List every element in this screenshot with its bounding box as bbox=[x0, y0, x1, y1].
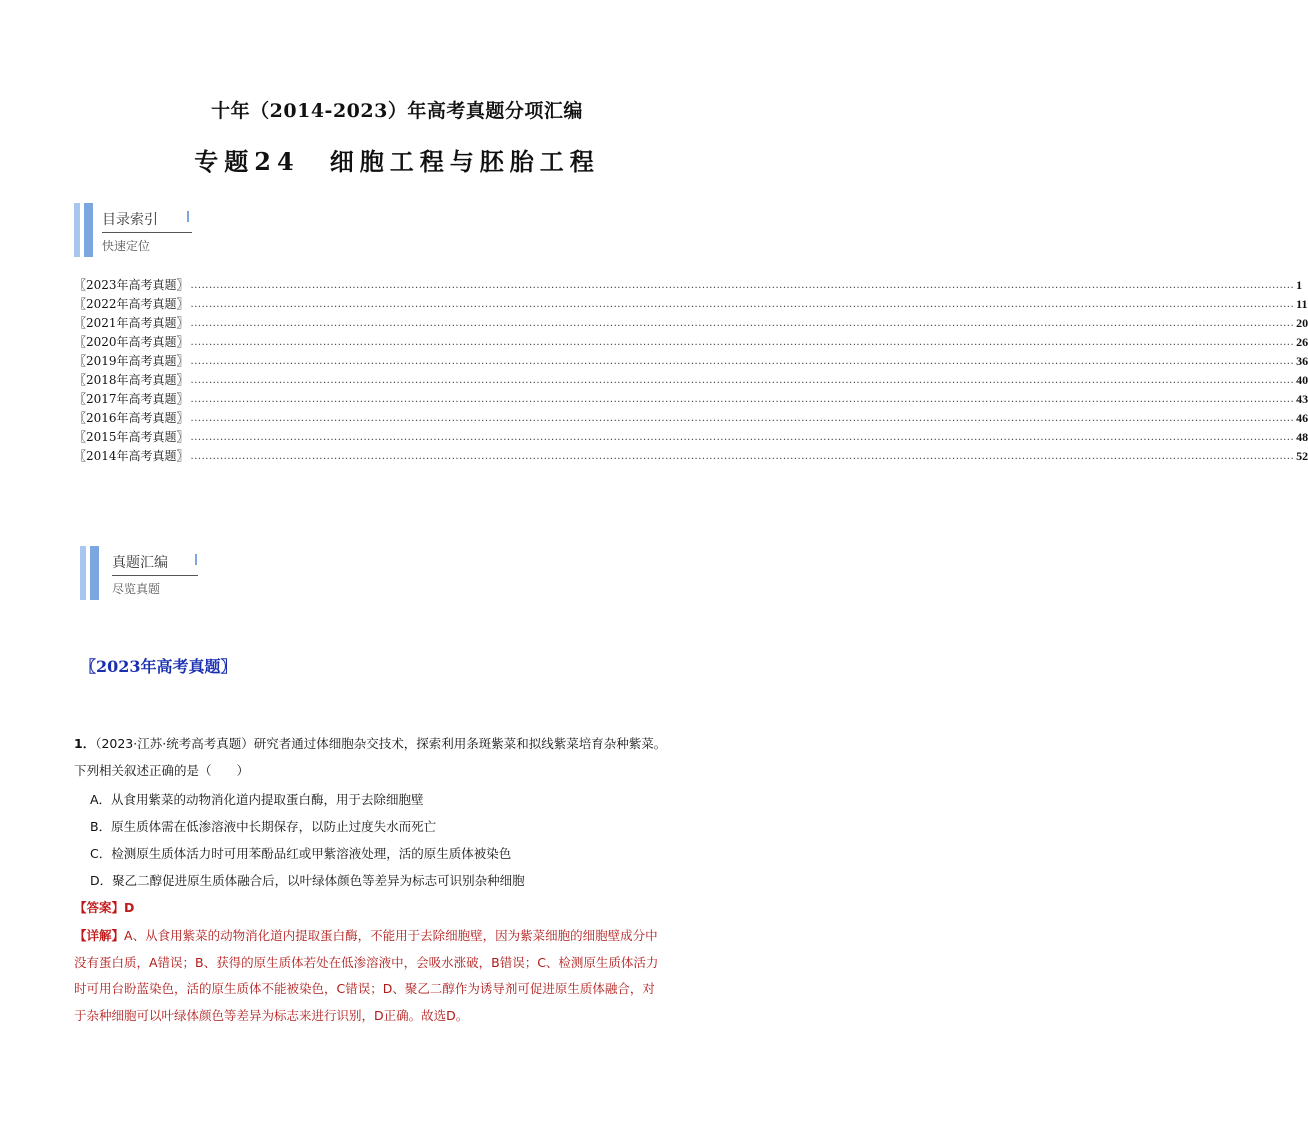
toc-entry-label: 〖2017年高考真题〗 bbox=[74, 392, 189, 406]
heading-underline bbox=[102, 232, 192, 233]
answer-value: D bbox=[124, 900, 135, 915]
toc-leader-dots: ............................................................................................................................................................................................................................................................................................................ bbox=[190, 318, 1295, 329]
question-number: 1． bbox=[74, 736, 96, 751]
option-d: D．聚乙二醇促进原生质体融合后，以叶绿体颜色等差异为标志可识别杂种细胞 bbox=[90, 873, 525, 888]
toc-entry[interactable] bbox=[74, 314, 1308, 333]
collection-section-header bbox=[80, 546, 280, 602]
heading-marker bbox=[187, 211, 189, 222]
topic-title: 专题24 细胞工程与胚胎工程 bbox=[194, 147, 600, 176]
toc-entry-page: 46 bbox=[1296, 411, 1308, 425]
toc-entry[interactable] bbox=[74, 352, 1308, 371]
toc-leader-dots: ............................................................................................................................................................................................................................................................................................................ bbox=[190, 432, 1295, 443]
detail-line: 【详解】A、从食用紫菜的动物消化道内提取蛋白酶，不能用于去除细胞壁，因为紫菜细胞的细胞壁成分中 bbox=[74, 928, 658, 943]
detail-line: 于杂种细胞可以叶绿体颜色等差异为标志来进行识别，D正确。故选D。 bbox=[74, 1007, 469, 1023]
toc-entry-page: 40 bbox=[1296, 373, 1308, 387]
toc-leader-dots: ............................................................................................................................................................................................................................................................................................................ bbox=[190, 394, 1295, 405]
question-stem bbox=[74, 730, 724, 757]
toc-entry-page: 1 bbox=[1296, 278, 1303, 292]
toc-entry-page: 52 bbox=[1296, 449, 1308, 463]
toc-entry-page: 36 bbox=[1296, 354, 1308, 368]
toc-leader-dots: ............................................................................................................................................................................................................................................................................................................ bbox=[190, 356, 1295, 367]
year-heading: 〖2023年高考真题〗 bbox=[80, 657, 237, 676]
toc-entry[interactable] bbox=[74, 295, 1308, 314]
table-of-contents bbox=[74, 276, 1308, 466]
toc-entry-label: 〖2023年高考真题〗 bbox=[74, 278, 189, 292]
toc-entry-page: 43 bbox=[1296, 392, 1308, 406]
toc-entry[interactable] bbox=[74, 428, 1308, 447]
toc-entry[interactable] bbox=[74, 447, 1308, 466]
toc-leader-dots: ............................................................................................................................................................................................................................................................................................................ bbox=[190, 451, 1295, 462]
toc-entry[interactable] bbox=[74, 276, 1303, 295]
section-bar-dark bbox=[90, 546, 99, 600]
section-bar-light bbox=[80, 546, 86, 600]
detail-label: 【详解】 bbox=[74, 928, 125, 943]
detail-line: 时可用台盼蓝染色，活的原生质体不能被染色，C错误；D、聚乙二醇作为诱导剂可促进原生质体融合，对 bbox=[74, 981, 655, 996]
section-bar-dark bbox=[84, 203, 93, 257]
toc-entry-label: 〖2020年高考真题〗 bbox=[74, 335, 189, 349]
section-bar-light bbox=[74, 203, 80, 257]
option-a: A．从食用紫菜的动物消化道内提取蛋白酶，用于去除细胞壁 bbox=[90, 792, 424, 807]
toc-entry[interactable] bbox=[74, 409, 1308, 428]
toc-entry-label: 〖2014年高考真题〗 bbox=[74, 449, 189, 463]
option-b: B．原生质体需在低渗溶液中长期保存，以防止过度失水而死亡 bbox=[90, 819, 437, 834]
heading-underline bbox=[112, 575, 198, 576]
document-title: 十年（2014-2023）年高考真题分项汇编 bbox=[211, 100, 583, 122]
question-stem-line1: 研究者通过体细胞杂交技术，探索利用条斑紫菜和拟线紫菜培育杂种紫菜。 bbox=[253, 736, 667, 751]
toc-entry[interactable] bbox=[74, 371, 1308, 390]
toc-entry-page: 11 bbox=[1296, 297, 1308, 311]
toc-leader-dots: ............................................................................................................................................................................................................................................................................................................ bbox=[190, 337, 1295, 348]
toc-entry-label: 〖2021年高考真题〗 bbox=[74, 316, 189, 330]
detail-line: 没有蛋白质，A错误；B、获得的原生质体若处在低渗溶液中，会吸水涨破，B错误；C、检测原生质体活力 bbox=[74, 954, 659, 970]
question-stem-line2: 下列相关叙述正确的是（ ） bbox=[74, 763, 250, 778]
toc-leader-dots: ............................................................................................................................................................................................................................................................................................................ bbox=[190, 299, 1295, 310]
index-heading: 目录索引 bbox=[102, 212, 158, 228]
collection-heading: 真题汇编 bbox=[112, 555, 168, 571]
toc-entry-label: 〖2016年高考真题〗 bbox=[74, 411, 189, 425]
toc-entry-label: 〖2018年高考真题〗 bbox=[74, 373, 189, 387]
toc-entry[interactable] bbox=[74, 390, 1308, 409]
toc-leader-dots: ............................................................................................................................................................................................................................................................................................................ bbox=[190, 375, 1295, 386]
heading-marker bbox=[195, 554, 197, 565]
toc-leader-dots: ............................................................................................................................................................................................................................................................................................................ bbox=[190, 280, 1295, 291]
toc-entry-page: 26 bbox=[1296, 335, 1308, 349]
toc-entry-page: 20 bbox=[1296, 316, 1308, 330]
toc-entry-label: 〖2022年高考真题〗 bbox=[74, 297, 189, 311]
index-section-header bbox=[74, 203, 274, 259]
collection-subheading: 尽览真题 bbox=[112, 582, 161, 596]
detail-explanation bbox=[74, 923, 724, 1029]
toc-entry-page: 48 bbox=[1296, 430, 1308, 444]
toc-entry[interactable] bbox=[74, 333, 1308, 352]
toc-entry-label: 〖2015年高考真题〗 bbox=[74, 430, 189, 444]
question-source: （2023·江苏·统考高考真题） bbox=[95, 736, 254, 751]
answer bbox=[74, 894, 134, 921]
toc-leader-dots: ............................................................................................................................................................................................................................................................................................................ bbox=[190, 413, 1295, 424]
answer-label: 【答案】 bbox=[74, 900, 125, 915]
index-subheading: 快速定位 bbox=[102, 239, 151, 253]
option-c: C．检测原生质体活力时可用苯酚品红或甲紫溶液处理，活的原生质体被染色 bbox=[90, 846, 512, 861]
toc-entry-label: 〖2019年高考真题〗 bbox=[74, 354, 189, 368]
